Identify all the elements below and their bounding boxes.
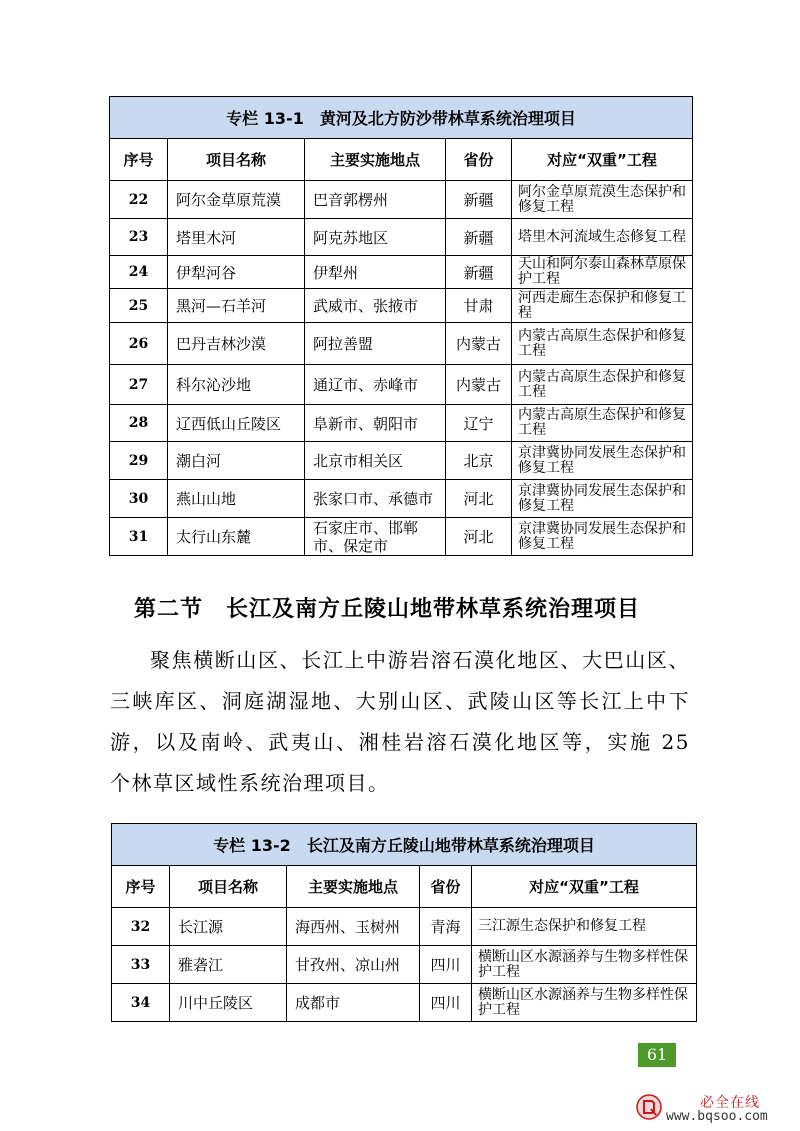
table-title: 专栏 13-2 长江及南方丘陵山地带林草系统治理项目 (112, 824, 697, 866)
cell-location: 阿克苏地区 (305, 219, 446, 256)
cell-name: 科尔沁沙地 (168, 365, 305, 405)
cell-province: 内蒙古 (446, 323, 512, 365)
cell-no: 29 (110, 442, 168, 480)
cell-location: 成都市 (287, 984, 420, 1022)
table-title: 专栏 13-1 黄河及北方防沙带林草系统治理项目 (110, 97, 693, 139)
cell-project: 塔里木河流域生态修复工程 (512, 219, 693, 256)
cell-project: 京津冀协同发展生态保护和修复工程 (512, 518, 693, 556)
column-header-no: 序号 (112, 866, 170, 908)
cell-province: 四川 (420, 984, 472, 1022)
column-header-location: 主要实施地点 (287, 866, 420, 908)
cell-name: 塔里木河 (168, 219, 305, 256)
cell-name: 燕山山地 (168, 480, 305, 518)
cell-no: 28 (110, 405, 168, 442)
cell-location: 张家口市、承德市 (305, 480, 446, 518)
cell-name: 长江源 (170, 908, 287, 946)
cell-location: 石家庄市、邯郸市、保定市 (305, 518, 446, 556)
cell-project: 河西走廊生态保护和修复工程 (512, 289, 693, 323)
cell-name: 潮白河 (168, 442, 305, 480)
cell-location: 北京市相关区 (305, 442, 446, 480)
table-row (110, 323, 693, 365)
cell-project: 内蒙古高原生态保护和修复工程 (512, 405, 693, 442)
bq-logo-icon (636, 1094, 662, 1120)
cell-province: 河北 (446, 518, 512, 556)
cell-name: 巴丹吉林沙漠 (168, 323, 305, 365)
column-header-name: 项目名称 (168, 139, 305, 181)
cell-name: 辽西低山丘陵区 (168, 405, 305, 442)
table-row (110, 256, 693, 289)
column-header-province: 省份 (420, 866, 472, 908)
cell-project: 京津冀协同发展生态保护和修复工程 (512, 480, 693, 518)
table-row (110, 480, 693, 518)
cell-no: 23 (110, 219, 168, 256)
cell-no: 25 (110, 289, 168, 323)
column-header-name: 项目名称 (170, 866, 287, 908)
cell-province: 辽宁 (446, 405, 512, 442)
cell-project: 三江源生态保护和修复工程 (472, 908, 697, 946)
cell-no: 27 (110, 365, 168, 405)
cell-project: 横断山区水源涵养与生物多样性保护工程 (472, 984, 697, 1022)
cell-province: 新疆 (446, 181, 512, 219)
table-row (112, 908, 697, 946)
cell-province: 北京 (446, 442, 512, 480)
cell-name: 黑河—石羊河 (168, 289, 305, 323)
cell-location: 海西州、玉树州 (287, 908, 420, 946)
table-row (110, 289, 693, 323)
cell-name: 阿尔金草原荒漠 (168, 181, 305, 219)
table-row (110, 405, 693, 442)
table-row (112, 984, 697, 1022)
table-row (110, 518, 693, 556)
cell-no: 34 (112, 984, 170, 1022)
page-number: 61 (638, 1043, 676, 1067)
cell-project: 横断山区水源涵养与生物多样性保护工程 (472, 946, 697, 984)
cell-location: 通辽市、赤峰市 (305, 365, 446, 405)
column-header-project: 对应“双重”工程 (512, 139, 693, 181)
cell-no: 30 (110, 480, 168, 518)
table-row (110, 181, 693, 219)
cell-location: 阿拉善盟 (305, 323, 446, 365)
cell-province: 新疆 (446, 256, 512, 289)
cell-no: 22 (110, 181, 168, 219)
table-row (110, 365, 693, 405)
cell-project: 阿尔金草原荒漠生态保护和修复工程 (512, 181, 693, 219)
cell-project: 天山和阿尔泰山森林草原保护工程 (512, 256, 693, 289)
cell-name: 雅砻江 (170, 946, 287, 984)
cell-no: 24 (110, 256, 168, 289)
section-paragraph: 聚焦横断山区、长江上中游岩溶石漠化地区、大巴山区、三峡库区、洞庭湖湿地、大别山区、武陵山区等长江上中下游，以及南岭、武夷山、湘桂岩溶石漠化地区等，实施 25 个林草区域性系统治理项目。 (110, 648, 690, 795)
cell-location: 武威市、张掖市 (305, 289, 446, 323)
cell-no: 32 (112, 908, 170, 946)
cell-no: 31 (110, 518, 168, 556)
cell-location: 伊犁州 (305, 256, 446, 289)
cell-province: 新疆 (446, 219, 512, 256)
table-row (110, 442, 693, 480)
table-13-1 (109, 96, 693, 556)
section-heading: 第二节 长江及南方丘陵山地带林草系统治理项目 (134, 597, 641, 622)
cell-location: 甘孜州、凉山州 (287, 946, 420, 984)
cell-location: 阜新市、朝阳市 (305, 405, 446, 442)
cell-province: 河北 (446, 480, 512, 518)
watermark-url: www.bqsoo.com (666, 1109, 768, 1124)
cell-project: 京津冀协同发展生态保护和修复工程 (512, 442, 693, 480)
cell-project: 内蒙古高原生态保护和修复工程 (512, 323, 693, 365)
cell-name: 川中丘陵区 (170, 984, 287, 1022)
column-header-location: 主要实施地点 (305, 139, 446, 181)
column-header-project: 对应“双重”工程 (472, 866, 697, 908)
cell-project: 内蒙古高原生态保护和修复工程 (512, 365, 693, 405)
cell-name: 太行山东麓 (168, 518, 305, 556)
watermark (636, 1092, 786, 1126)
cell-no: 33 (112, 946, 170, 984)
cell-no: 26 (110, 323, 168, 365)
column-header-province: 省份 (446, 139, 512, 181)
cell-name: 伊犁河谷 (168, 256, 305, 289)
cell-province: 青海 (420, 908, 472, 946)
cell-province: 内蒙古 (446, 365, 512, 405)
watermark-name: 必全在线 (700, 1095, 760, 1111)
table-row (112, 946, 697, 984)
cell-province: 甘肃 (446, 289, 512, 323)
cell-province: 四川 (420, 946, 472, 984)
cell-location: 巴音郭楞州 (305, 181, 446, 219)
table-13-2 (111, 823, 697, 1022)
table-row (110, 219, 693, 256)
column-header-no: 序号 (110, 139, 168, 181)
